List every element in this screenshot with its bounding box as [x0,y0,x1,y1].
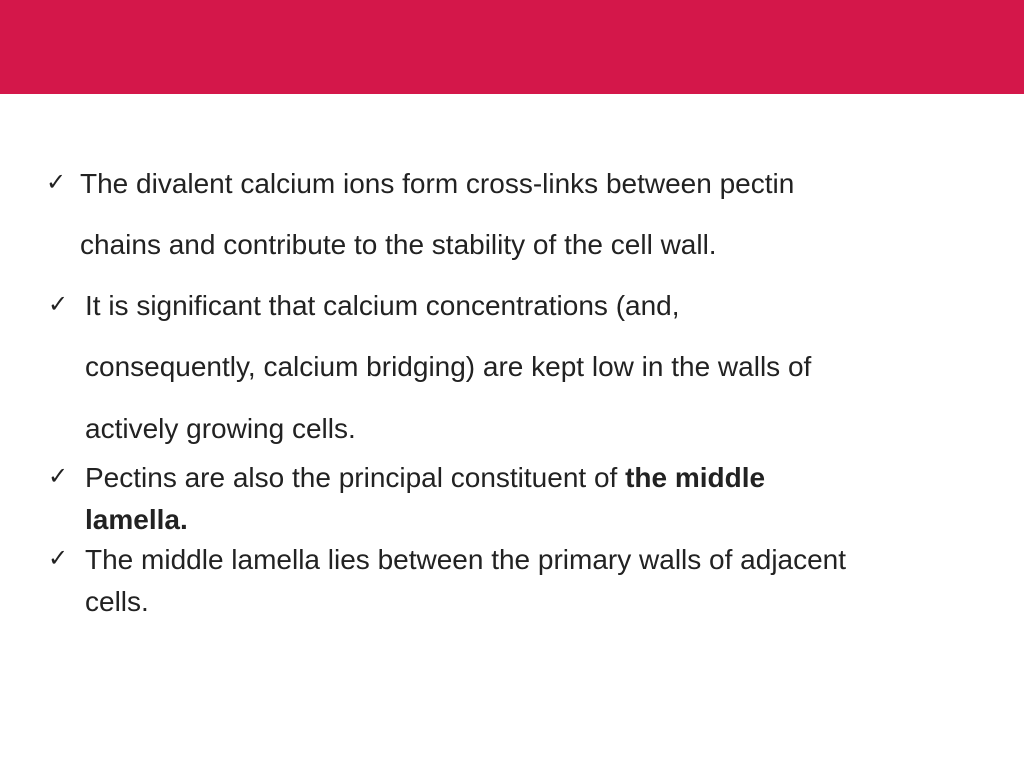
bullet-2-line-1: It is significant that calcium concentrations (and, [85,290,680,321]
checkmark-icon: ✓ [46,169,67,196]
bullet-2-line-2: consequently, calcium bridging) are kept low in the walls of [85,351,812,382]
checkmark-icon: ✓ [48,545,69,572]
bullet-4-line-2: cells. [85,586,149,617]
bullet-3-text: Pectins are also the principal constituent of [85,462,626,493]
header-band [0,0,1024,94]
checkmark-icon: ✓ [48,463,69,490]
bullet-3-line-1 [85,464,765,492]
checkmark-icon: ✓ [48,291,69,318]
bullet-1-line-2: chains and contribute to the stability of the cell wall. [80,229,717,260]
bullet-2-line-3: actively growing cells. [85,413,356,444]
bullet-3-line-2: lamella. [85,504,188,535]
bullet-4-line-1: The middle lamella lies between the primary walls of adjacent [85,544,847,575]
bullet-3-bold-text: the middle [625,462,766,493]
bullet-1-line-1: The divalent calcium ions form cross-links between pectin [80,168,795,199]
